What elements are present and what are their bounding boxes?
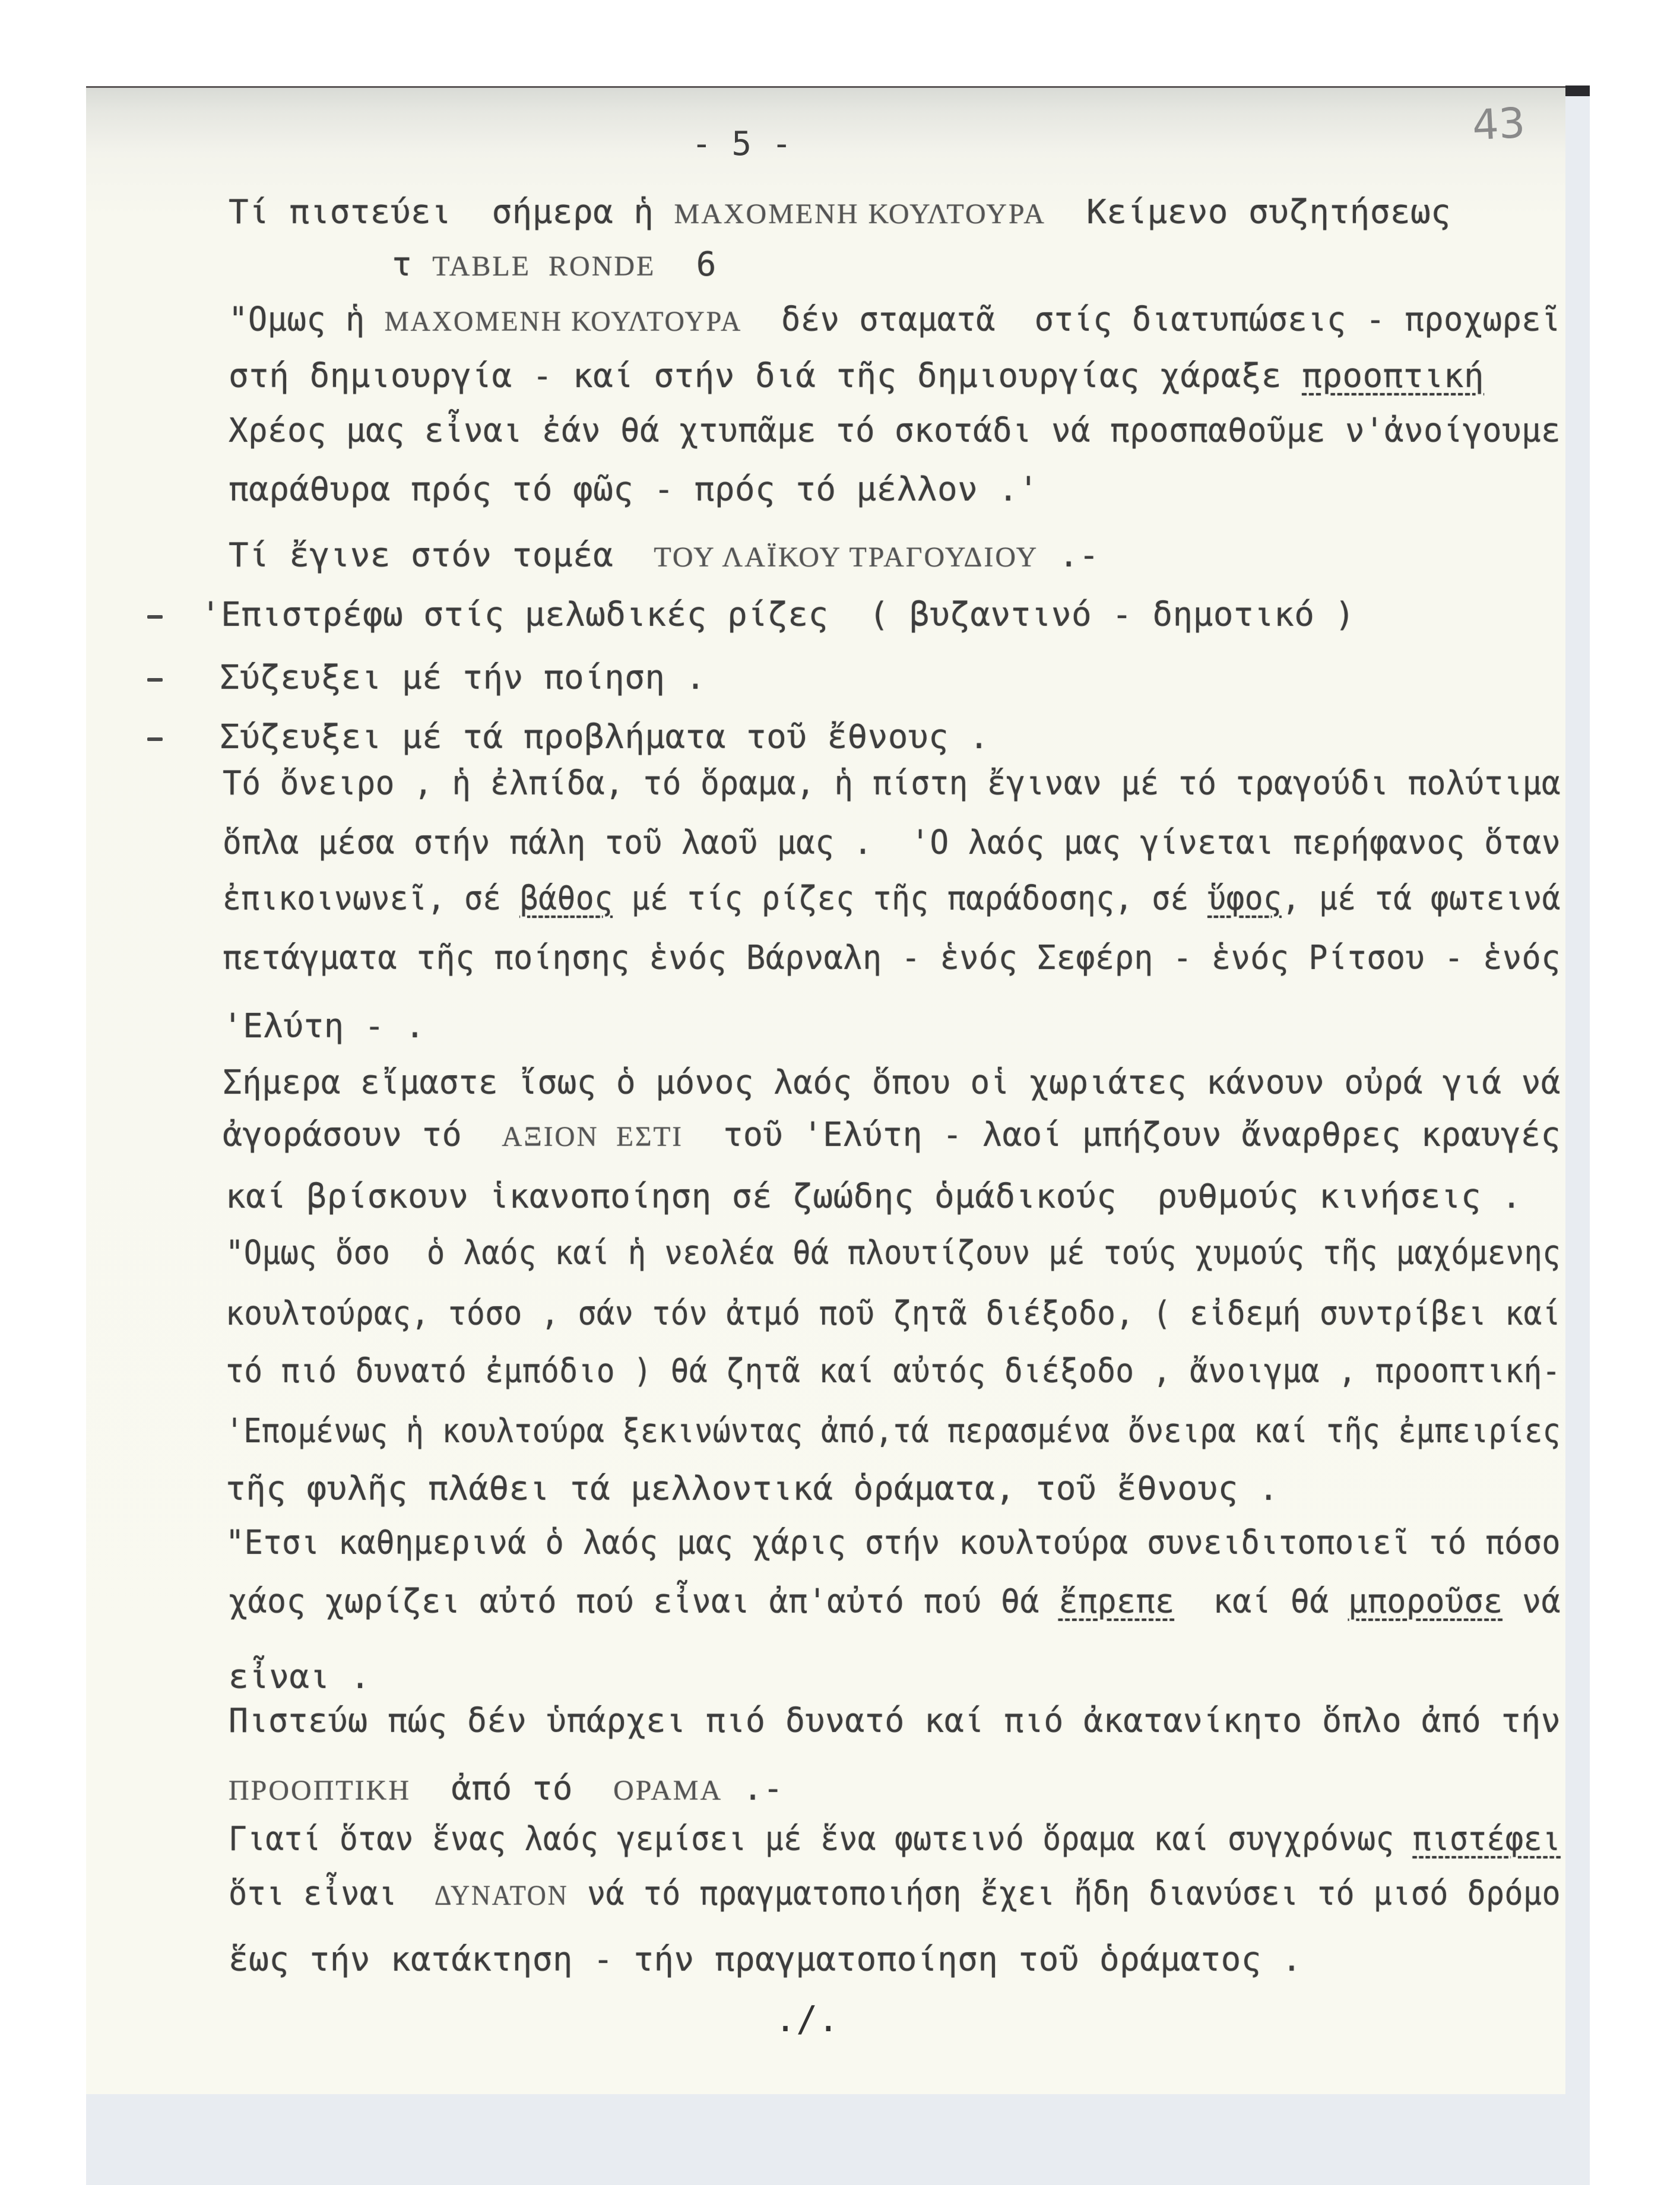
heading-line-1 — [229, 192, 1451, 233]
text: στή δημιουργία - καί στήν διά τῆς δημιουργίας χάραξε — [229, 357, 1302, 395]
body-line — [229, 299, 1561, 341]
heading-line-2 — [392, 244, 717, 286]
closing-mark: ./. — [775, 1999, 839, 2040]
text: "Ομως ἡ — [229, 300, 385, 339]
underlined-word: ὕφος — [1207, 879, 1282, 918]
list-dash — [147, 615, 163, 619]
text: τοῦ 'Ελύτη - λαοί μπήζουν ἄναρθρες κραυγές — [683, 1116, 1561, 1154]
text: .- — [1038, 536, 1099, 575]
body-line — [229, 356, 1484, 397]
body-line — [229, 1768, 784, 1810]
list-dash — [147, 737, 163, 741]
body-line: καί βρίσκουν ἱκανοποίηση σέ ζωώδης ὁμάδικούς ρυθμούς κινήσεις . — [226, 1177, 1522, 1216]
text: τ — [392, 245, 433, 284]
text: .- — [722, 1769, 784, 1808]
text: νά — [1503, 1582, 1561, 1621]
body-line: "Ετσι καθημερινά ὁ λαός μας χάρις στήν κουλτούρα συνειδιτοποιεῖ τό πόσο — [226, 1524, 1561, 1562]
list-item: 'Επιστρέφω στίς μελωδικές ρίζες ( βυζαντινό - δημοτικό ) — [201, 596, 1355, 634]
body-line: πετάγματα τῆς ποίησης ἑνός Βάρναλη - ἑνός Σεφέρη - ἑνός Ρίτσου - ἑνός — [223, 939, 1561, 977]
body-line — [229, 1819, 1561, 1860]
body-line — [229, 1581, 1561, 1623]
caps-text: ΔΥΝΑΤΟΝ — [434, 1880, 569, 1911]
body-line: 'Επομένως ἡ κουλτούρα ξεκινώντας ἀπό,τά περασμένα ὄνειρα καί τῆς ἐμπειρίες — [226, 1412, 1561, 1451]
list-dash — [147, 678, 163, 682]
text: , μέ τά φωτεινά — [1282, 879, 1561, 918]
body-line — [229, 1873, 1561, 1915]
caps-text: ΤΟΥ ΛΑΪΚΟΥ ΤΡΑΓΟΥΔΙΟΥ — [654, 542, 1039, 573]
text: καί θά — [1174, 1582, 1349, 1621]
underlined-word: ἔπρεπε — [1058, 1582, 1175, 1621]
text: Γιατί ὅταν ἕνας λαός γεμίσει μέ ἕνα φωτεινό ὅραμα καί συγχρόνως — [229, 1820, 1413, 1858]
caps-text: ΠΡΟΟΠΤΙΚΗ — [229, 1775, 411, 1806]
text: 6 — [655, 245, 717, 284]
body-line: τῆς φυλῆς πλάθει τά μελλοντικά ὁράματα, τοῦ ἔθνους . — [226, 1470, 1279, 1508]
caps-text: ΟΡΑΜΑ — [613, 1775, 723, 1806]
text: Τί ἔγινε στόν τομέα — [229, 536, 654, 575]
body-line — [223, 878, 1561, 920]
text: νά τό πραγματοποιήση ἔχει ἤδη διανύσει τό μισό δρόμο — [568, 1874, 1561, 1913]
underlined-word: προοπτική — [1302, 357, 1485, 395]
underlined-word: μποροῦσε — [1348, 1582, 1503, 1621]
body-line: 'Ελύτη - . — [223, 1007, 426, 1046]
text: δέν σταματᾶ στίς διατυπώσεις - προχωρεῖ — [742, 300, 1561, 339]
text: ἐπικοινωνεῖ, σέ — [223, 879, 520, 918]
text: ὅτι εἶναι — [229, 1874, 435, 1913]
list-item: Σύζευξει μέ τά προβλήματα τοῦ ἔθνους . — [220, 718, 990, 756]
caps-text: ΜΑΧΟΜΕΝΗ ΚΟΥΛΤΟΥΡΑ — [384, 306, 743, 337]
body-line: "Ομως ὅσο ὁ λαός καί ἡ νεολέα θά πλουτίζουν μέ τούς χυμούς τῆς μαχόμενης — [226, 1234, 1561, 1272]
body-line: Τό ὄνειρο , ἡ ἐλπίδα, τό ὅραμα, ἡ πίστη ἔγιναν μέ τό τραγούδι πολύτιμα — [223, 764, 1561, 803]
body-line: ἕως τήν κατάκτηση - τήν πραγματοποίηση τοῦ ὁράματος . — [229, 1940, 1302, 1979]
caps-text: ΜΑΧΟΜΕΝΗ ΚΟΥΛΤΟΥΡΑ — [674, 198, 1046, 230]
text: Τί πιστεύει σήμερα ἡ — [229, 193, 674, 232]
list-item: Σύζευξει μέ τήν ποίηση . — [220, 658, 706, 697]
text: Κείμενο συζητήσεως — [1045, 193, 1451, 232]
archive-page-number: 43 — [1470, 98, 1527, 150]
page-number: - 5 - — [692, 125, 792, 163]
body-line: Σήμερα εἴμαστε ἴσως ὁ μόνος λαός ὅπου οἱ χωριάτες κάνουν οὐρά γιά νά — [223, 1063, 1561, 1102]
body-line — [223, 1114, 1561, 1156]
body-line: εἶναι . — [229, 1658, 370, 1696]
body-line: παράθυρα πρός τό φῶς - πρός τό μέλλον .' — [229, 470, 1039, 509]
text: ἀγοράσουν τό — [223, 1116, 502, 1154]
text: ἀπό τό — [410, 1769, 614, 1808]
body-line: τό πιό δυνατό ἐμπόδιο ) θά ζητᾶ καί αὐτός διέξοδο , ἄνοιγμα , προοπτική- — [226, 1352, 1561, 1391]
body-line: κουλτούρας, τόσο , σάν τόν ἀτμό ποῦ ζητᾶ διέξοδο, ( εἰδεμή συντρίβει καί — [226, 1294, 1561, 1333]
text: μέ τίς ρίζες τῆς παράδοσης, σέ — [613, 879, 1208, 918]
caps-text: TABLE RONDE — [432, 251, 656, 282]
caps-text: ΑΞΙΟΝ ΕΣΤΙ — [502, 1121, 683, 1152]
underlined-word: βάθος — [519, 879, 613, 918]
underlined-word: πιστέφει — [1412, 1820, 1561, 1858]
body-line: ὅπλα μέσα στήν πάλη τοῦ λαοῦ μας . 'Ο λαός μας γίνεται περήφανος ὅταν — [223, 824, 1561, 862]
body-line — [229, 535, 1099, 577]
body-line: Χρέος μας εἶναι ἐάν θά χτυπᾶμε τό σκοτάδι νά προσπαθοῦμε ν'ἀνοίγουμε — [229, 411, 1561, 450]
scanner-edge-band — [1565, 86, 1590, 96]
text: χάος χωρίζει αὐτό πού εἶναι ἀπ'αὐτό πού θά — [229, 1582, 1059, 1621]
body-line: Πιστεύω πώς δέν ὑπάρχει πιό δυνατό καί πιό ἀκατανίκητο ὅπλο ἀπό τήν — [229, 1702, 1561, 1740]
